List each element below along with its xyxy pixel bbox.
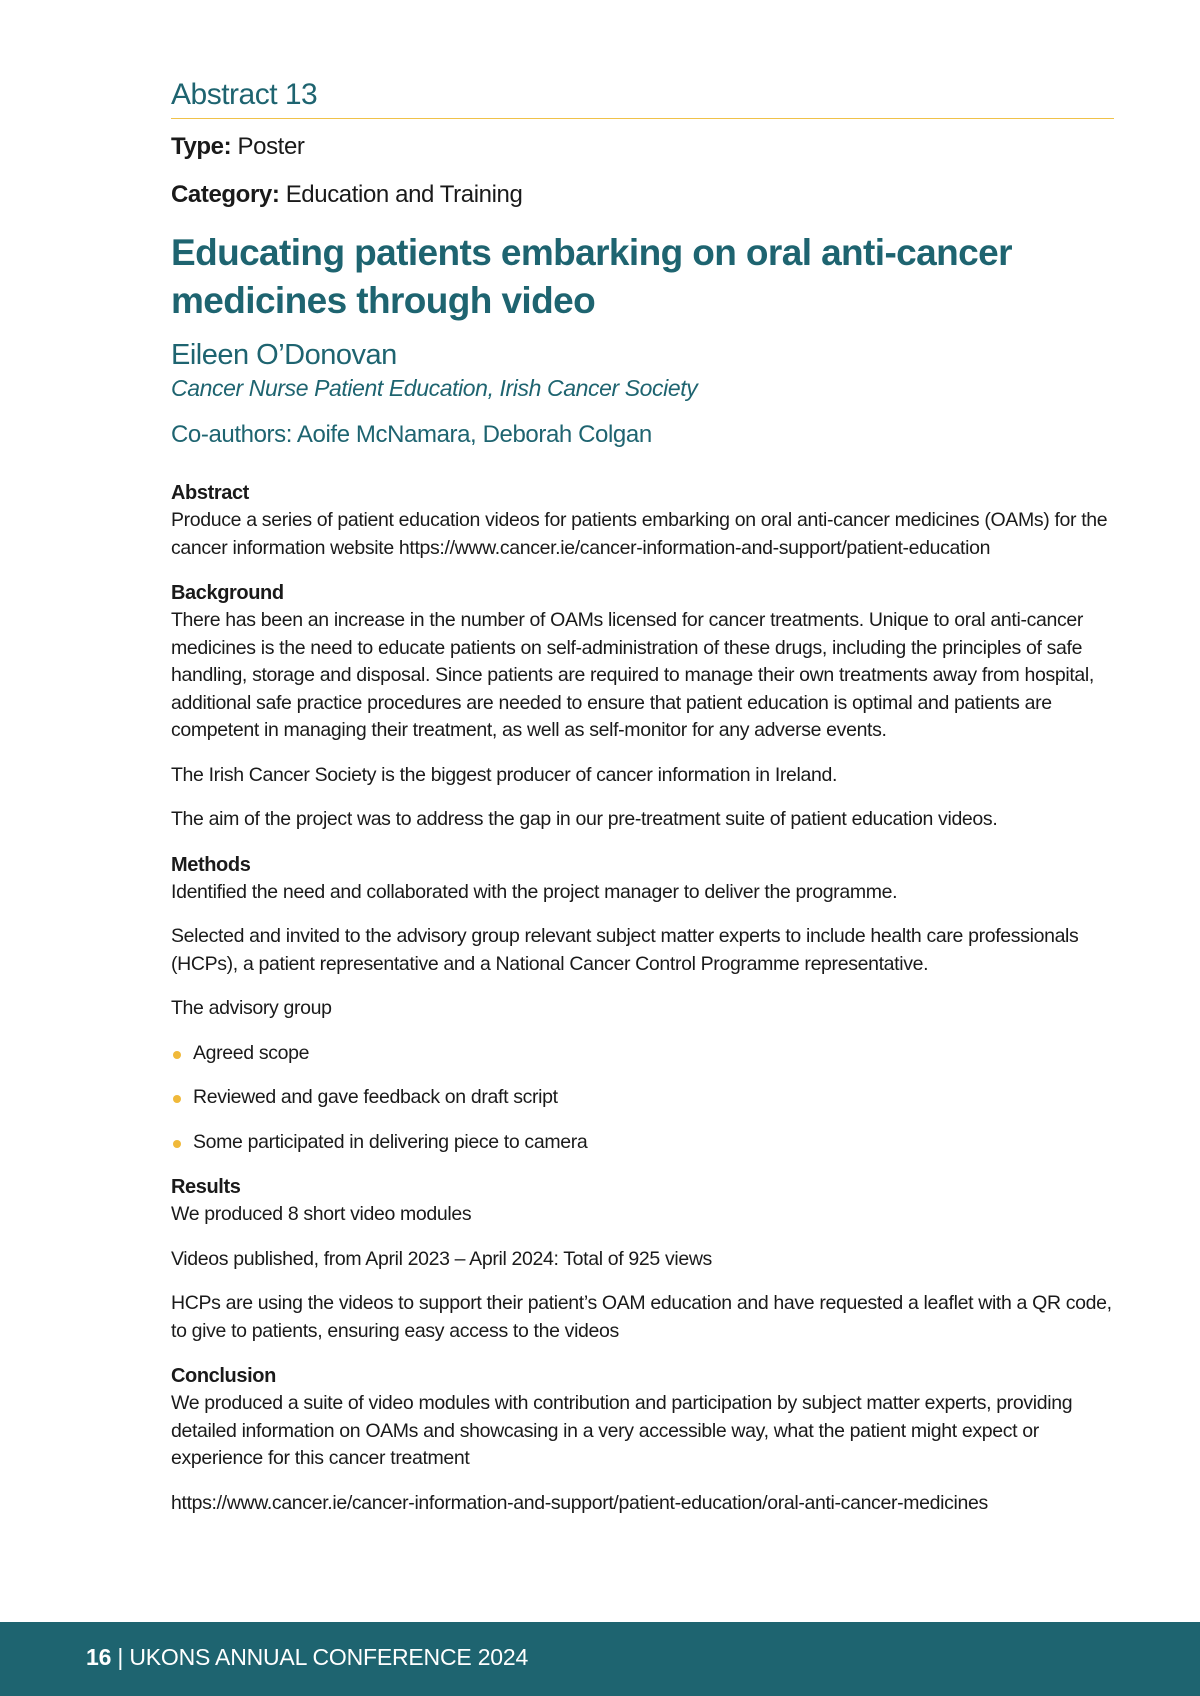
bullet-dot-icon (173, 1051, 181, 1059)
paragraph: Produce a series of patient education videos for patients embarking on oral anti-cancer medicines (OAMs) for the cancer information website https://www.cancer.ie/cancer-information-and-support/patient-education (171, 509, 1108, 559)
section-conclusion (171, 1362, 1114, 1517)
paragraph: Identified the need and collaborated with the project manager to deliver the programme. (171, 880, 898, 903)
paragraph: We produced 8 short video modules (171, 1203, 472, 1225)
type-line (171, 133, 1114, 161)
footer-separator: | (111, 1644, 130, 1670)
abstract-page (171, 78, 1114, 1534)
abstract-title: Educating patients embarking on oral anti-cancer medicines through video (171, 232, 1012, 321)
advisory-group-list (171, 1040, 1114, 1157)
paragraph: HCPs are using the videos to support their patient’s OAM education and have requested a leaflet with a QR code, to give to patients, ensuring easy access to the videos (171, 1292, 1112, 1342)
paragraph: Selected and invited to the advisory group relevant subject matter experts to include health care professionals (HCPs), a patient representative and a National Cancer Control Programme representative. (171, 925, 1079, 975)
section-heading: Background (171, 582, 284, 604)
type-label: Type: (171, 133, 232, 160)
paragraph: The Irish Cancer Society is the biggest producer of cancer information in Ireland. (171, 763, 838, 786)
bullet-dot-icon (173, 1095, 181, 1103)
paragraph: The advisory group (171, 997, 332, 1019)
bullet-dot-icon (173, 1140, 181, 1148)
paragraph: There has been an increase in the number of OAMs licensed for cancer treatments. Unique to oral anti-cancer medicines is the need to educate patients on self-administration of these drugs, including the principles of safe handling, storage and disposal. Since patients are required to manage their own treatments away from hospital, additional safe practice procedures are needed to ensure that patient education is optimal and patients are competent in managing their treatment, as well as self-monitor for any adverse events. (171, 609, 1094, 741)
section-heading: Results (171, 1176, 241, 1198)
paragraph: The aim of the project was to address the gap in our pre-treatment suite of patient education videos. (171, 808, 998, 830)
list-item: Agreed scope (171, 1040, 1114, 1068)
category-line (171, 181, 1114, 209)
author-affiliation: Cancer Nurse Patient Education, Irish Cancer Society (171, 375, 698, 401)
abstract-number: Abstract 13 (171, 78, 1114, 119)
list-item: Some participated in delivering piece to camera (171, 1129, 1114, 1157)
section-background (171, 579, 1114, 834)
section-abstract (171, 479, 1114, 562)
conference-name: UKONS ANNUAL CONFERENCE 2024 (129, 1644, 529, 1670)
paragraph: Videos published, from April 2023 – April 2024: Total of 925 views (171, 1247, 712, 1270)
type-value: Poster (237, 133, 305, 160)
section-results (171, 1173, 1114, 1345)
section-heading: Abstract (171, 482, 249, 504)
list-item: Reviewed and gave feedback on draft script (171, 1084, 1114, 1112)
paragraph: We produced a suite of video modules with contribution and participation by subject matter experts, providing detailed information on OAMs and showcasing in a very accessible way, what the patient might expect or experience for this cancer treatment (171, 1392, 1073, 1469)
section-heading: Methods (171, 853, 251, 876)
section-heading: Conclusion (171, 1365, 276, 1387)
conclusion-link[interactable]: https://www.cancer.ie/cancer-information-and-support/patient-education/oral-anti-cancer-medicines (171, 1491, 988, 1514)
category-label: Category: (171, 181, 280, 208)
page-footer (0, 1622, 1200, 1696)
section-methods (171, 851, 1114, 1157)
author-name: Eileen O’Donovan (171, 339, 397, 371)
category-value: Education and Training (285, 181, 523, 208)
footer-text (86, 1644, 528, 1671)
page-number: 16 (86, 1644, 112, 1670)
coauthors: Co-authors: Aoife McNamara, Deborah Colgan (171, 421, 652, 448)
